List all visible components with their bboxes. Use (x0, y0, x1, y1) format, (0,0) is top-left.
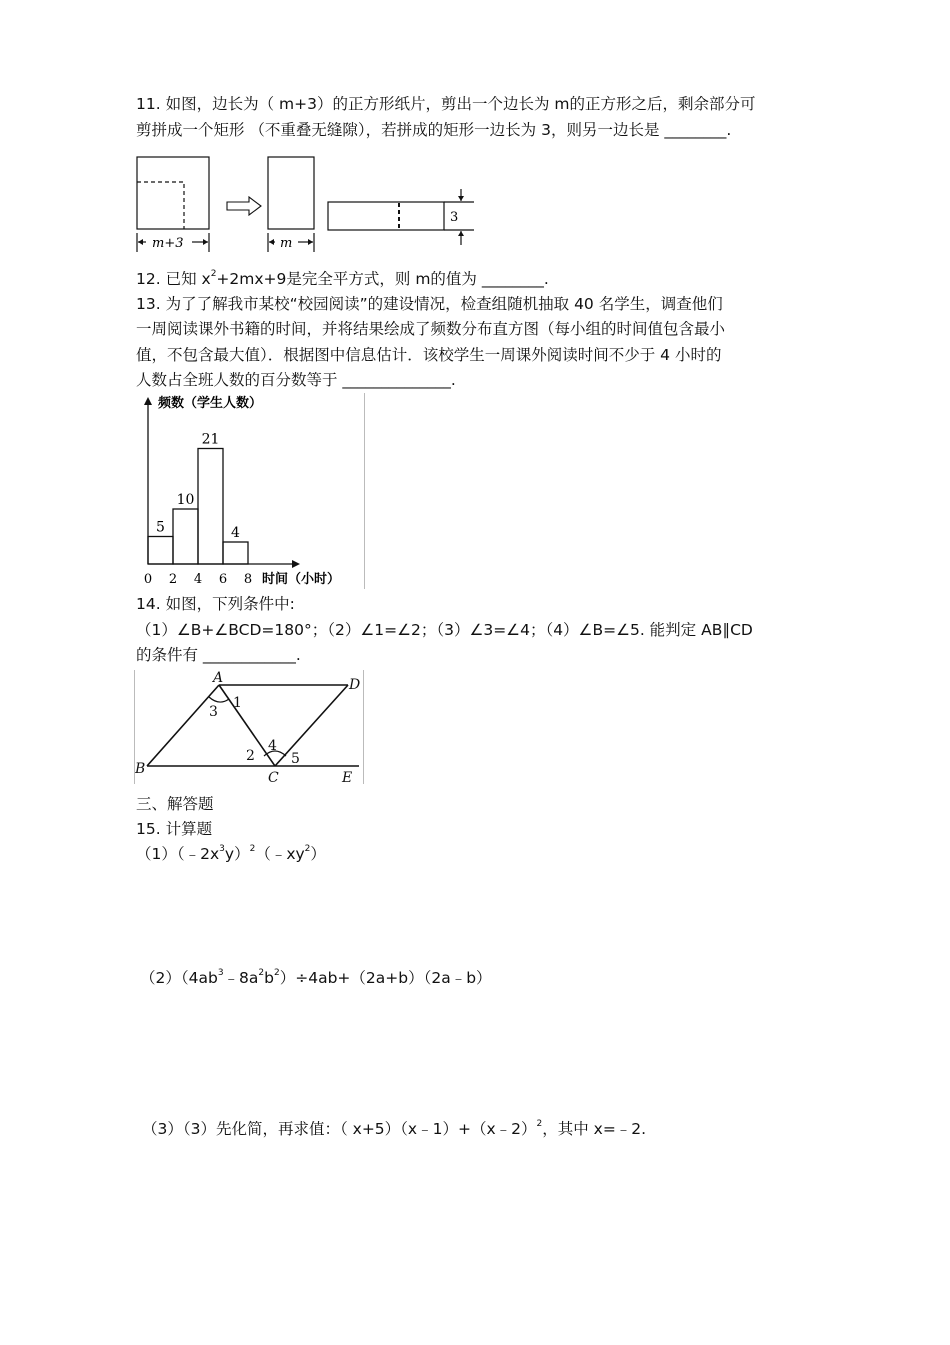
histogram-bar-4-6 (198, 449, 223, 565)
q15-p2-c: b (264, 969, 274, 987)
x-tick-label: 8 (243, 572, 253, 587)
q15-p1-s2: 2 (249, 844, 256, 854)
point-A: A (213, 670, 224, 686)
x-tick-label: 2 (168, 572, 178, 587)
q15-part-1 (136, 844, 326, 864)
section-3-title: 三、解答题 (136, 795, 214, 813)
histogram-bar-2-4 (173, 509, 198, 564)
q15-p2-s3: 2 (274, 968, 280, 978)
bar-value-label: 21 (201, 431, 220, 448)
q12-line (136, 269, 549, 289)
label-3: 3 (450, 210, 459, 225)
q15-p1-c: （﹣xy (255, 845, 305, 863)
q11-figure (134, 153, 476, 254)
q15-p2-s2: 2 (258, 968, 265, 978)
small-square (268, 157, 314, 229)
angle-4-label: 4 (268, 738, 277, 754)
q11-figure-svg (134, 153, 476, 254)
y-axis-label: 频数（学生人数） (158, 396, 263, 411)
bar-value-label: 10 (176, 492, 195, 508)
x-tick-label: 0 (143, 572, 153, 587)
rectangle (328, 202, 444, 230)
q12-post: +2mx+9是完全平方式，则 m的值为 ________. (216, 270, 549, 288)
histogram-figure (134, 393, 365, 589)
bar-value-label: 5 (156, 519, 165, 536)
q14-figure-svg (135, 670, 363, 784)
point-E: E (342, 770, 353, 784)
q11-line-1: 11. 如图，边长为（ m+3）的正方形纸片，剪出一个边长为 m的正方形之后，剩余部分可 (136, 95, 756, 113)
histogram-bar-6-8 (223, 542, 248, 564)
angle-5-label: 5 (291, 751, 300, 767)
q15-p2-a: （2）（4ab (140, 969, 218, 987)
point-C: C (268, 770, 279, 784)
q15-p3-a: （3）（3）先化简，再求值：（ x+5）（x﹣1）+（x﹣2） (142, 1120, 537, 1138)
q15-p1-b: y） (224, 845, 250, 863)
q15-p2-s1: 3 (217, 968, 224, 978)
line-CD (275, 685, 348, 766)
cut-dashed-line (137, 182, 184, 229)
q15-p2-b: ﹣8a (223, 969, 259, 987)
label-m: m (280, 236, 293, 251)
q15-p1-a: （1）（﹣2x (136, 845, 220, 863)
bar-value-label: 4 (231, 525, 240, 541)
point-B: B (135, 761, 146, 777)
x-axis-label: 时间（小时） (262, 572, 341, 587)
q15-p3-s1: 2 (536, 1119, 543, 1129)
q14-line-3: 的条件有 ____________. (136, 646, 301, 664)
label-m-plus-3: m+3 (152, 236, 184, 251)
q13-line-1: 13. 为了了解我市某校“校园阅读”的建设情况，检查组随机抽取 40 名学生，调查他们 (136, 295, 723, 313)
q12-pre: 12. 已知 x (136, 270, 211, 288)
angle-2-label: 2 (246, 748, 255, 764)
q15-part-2 (140, 968, 492, 988)
q15-title: 15. 计算题 (136, 820, 213, 838)
q15-p2-d: ）÷4ab+（2a+b）（2a﹣b） (279, 969, 492, 987)
y-axis-arrow-icon (144, 397, 152, 405)
x-tick-label: 4 (193, 572, 203, 587)
angle-1-label: 1 (233, 695, 242, 711)
x-tick-label: 6 (218, 572, 228, 587)
q11-line-2: 剪拼成一个矩形 （不重叠无缝隙），若拼成的矩形一边长为 3，则另一边长是 ________. (136, 121, 732, 139)
q12-sup: 2 (210, 269, 217, 279)
q15-p1-s1: 3 (219, 844, 225, 854)
transform-arrow-icon (227, 197, 261, 215)
histogram-svg (134, 393, 364, 589)
q14-line-1: 14. 如图，下列条件中: (136, 595, 295, 613)
big-square (137, 157, 209, 229)
q15-p1-s3: 2 (304, 844, 311, 854)
angle-arc-A (209, 697, 229, 702)
line-AB (147, 685, 219, 766)
q14-figure (134, 670, 364, 784)
q13-line-2: 一周阅读课外书籍的时间，并将结果绘成了频数分布直方图（每小组的时间值包含最小 (136, 320, 726, 338)
q14-line-2: （1）∠B+∠BCD=180°；（2）∠1=∠2；（3）∠3=∠4；（4）∠B=∠5. 能判定 AB∥CD (136, 621, 753, 639)
q13-line-3: 值，不包含最大值）．根据图中信息估计．该校学生一周课外阅读时间不少于 4 小时的 (136, 346, 722, 364)
point-D: D (349, 677, 361, 693)
angle-3-label: 3 (209, 704, 218, 720)
q13-line-4: 人数占全班人数的百分数等于 ______________. (136, 371, 456, 389)
q15-p3-b: ，其中 x=﹣2. (542, 1120, 647, 1138)
q15-part-3 (142, 1119, 646, 1139)
histogram-bar-0-2 (148, 537, 173, 565)
x-axis-arrow-icon (292, 560, 300, 568)
q15-p1-d: ） (310, 845, 326, 863)
